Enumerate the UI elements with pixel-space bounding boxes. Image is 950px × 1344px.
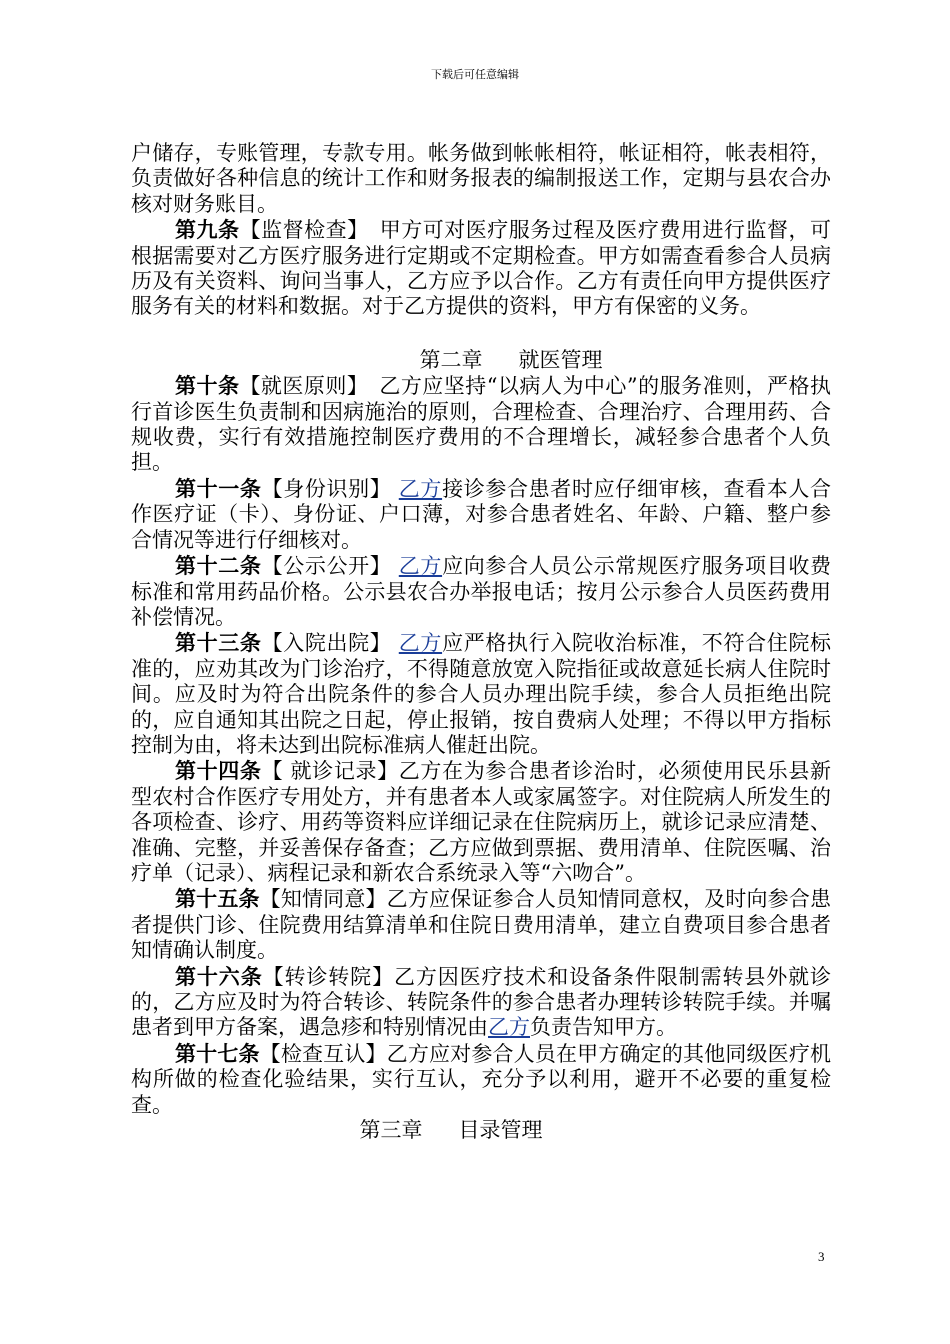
article-12-heading: 【公示公开】	[261, 554, 392, 579]
article-11-heading: 【身份识别】	[261, 476, 392, 501]
article-10-title: 第十条	[175, 373, 240, 399]
article-16-text-a: 乙方因医疗技术和设备条件限制需转县外就诊的，乙方应及时为符合转诊、转院条件的参合患者办理转诊转院手续。并嘱患者到甲方备案，遇急疹和特别情况由	[131, 964, 832, 1040]
article-16-text-b: 负责告知甲方。	[530, 1015, 677, 1040]
chapter-3-number: 第三章	[359, 1118, 423, 1143]
chapter-2-heading	[131, 348, 831, 373]
article-13-title: 第十三条	[175, 630, 262, 656]
article-9	[131, 217, 831, 320]
article-17-heading: 【检查互认】	[259, 1041, 387, 1066]
article-11	[131, 476, 831, 553]
article-17-text: 乙方应对参合人员在甲方确定的其他同级医疗机构所做的检查化验结果，实行互认，充分予以利用，避开不必要的重复检查。	[131, 1041, 832, 1117]
article-14-text: 乙方在为参合患者诊治时，必须使用民乐县新型农村合作医疗专用处方，并有患者本人或家属签字。对住院病人所发生的各项检查、诊疗、用药等资料应详细记录在住院病历上，就诊记录应清楚、准确、完整，并妥善保存备查；乙方应做到票据、费用清单、住院医嘱、治疗单（记录）、病程记录和新农合系统录入等“六吻合”。	[131, 759, 831, 885]
article-9-text: 甲方可对医疗服务过程及医疗费用进行监督，可根据需要对乙方医疗服务进行定期或不定期检查。甲方如需查看参合人员病历及有关资料、询问当事人，乙方应予以合作。乙方有责任向甲方提供医疗服务有关的材料和数据。对于乙方提供的资料，甲方有保密的义务。	[131, 218, 832, 319]
page-header: 下载后可任意编辑	[431, 68, 519, 81]
article-12-party-link[interactable]: 乙方	[398, 554, 443, 579]
page-number: 3	[818, 1249, 825, 1264]
article-10	[131, 373, 831, 476]
article-16-party-link[interactable]: 乙方	[488, 1015, 530, 1040]
chapter-2-name: 就医管理	[518, 347, 603, 372]
article-13	[131, 630, 831, 758]
chapter-3-heading	[131, 1118, 831, 1143]
article-10-text: 乙方应坚持“以病人为中心”的服务准则，严格执行首诊医生负责制和因病施治的原则，合理检查、合理治疗、合理用药、合规收费，实行有效措施控制医疗费用的不合理增长，减轻参合患者个人负担。	[131, 374, 831, 475]
article-11-text: 接诊参合患者时应仔细审核，查看本人合作医疗证（卡）、身份证、户口薄，对参合患者姓名、年龄、户籍、整户参合情况等进行仔细核对。	[131, 476, 832, 552]
article-13-party-link[interactable]: 乙方	[398, 631, 443, 656]
article-15	[131, 886, 831, 963]
article-17-title: 第十七条	[175, 1040, 260, 1066]
intro-paragraph: 户储存，专账管理，专款专用。帐务做到帐帐相符，帐证相符，帐表相符，负责做好各种信息的统计工作和财务报表的编制报送工作，定期与县农合办核对财务账目。	[131, 141, 831, 216]
article-12	[131, 553, 831, 630]
article-13-text: 应严格执行入院收治标准，不符合住院标准的，应劝其改为门诊治疗，不得随意放宽入院指征或故意延长病人住院时间。应及时为符合出院条件的参合人员办理出院手续，参合人员拒绝出院的，应自通知其出院之日起，停止报销，按自费病人处理；不得以甲方指标控制为由，将未达到出院标准病人催赶出院。	[131, 631, 832, 757]
article-9-title: 第九条	[175, 217, 240, 243]
article-11-party-link[interactable]: 乙方	[398, 476, 443, 501]
chapter-3-name: 目录管理	[458, 1118, 543, 1143]
document-body	[131, 141, 831, 1143]
article-12-text: 应向参合人员公示常规医疗服务项目收费标准和常用药品价格。公示县农合办举报电话；按月公示参合人员医药费用补偿情况。	[131, 554, 832, 629]
article-16-title: 第十六条	[175, 963, 263, 989]
article-14	[131, 758, 831, 886]
article-10-heading: 【就医原则】	[239, 374, 358, 399]
article-13-heading: 【入院出院】	[261, 631, 392, 656]
article-16-heading: 【转诊转院】	[262, 964, 394, 989]
article-9-heading: 【监督检查】	[239, 218, 359, 243]
article-14-title: 第十四条	[175, 758, 262, 784]
article-14-heading: 【 就诊记录】	[261, 759, 399, 784]
article-17	[131, 1041, 831, 1118]
article-11-title: 第十一条	[175, 475, 262, 501]
chapter-2-number: 第二章	[419, 347, 483, 372]
article-12-title: 第十二条	[175, 553, 262, 579]
article-15-text: 乙方应保证参合人员知情同意权，及时向参合患者提供门诊、住院费用结算清单和住院日费用清单，建立自费项目参合患者知情确认制度。	[131, 887, 832, 963]
article-15-heading: 【知情同意】	[259, 887, 387, 912]
article-15-title: 第十五条	[175, 886, 260, 912]
article-16	[131, 964, 831, 1041]
